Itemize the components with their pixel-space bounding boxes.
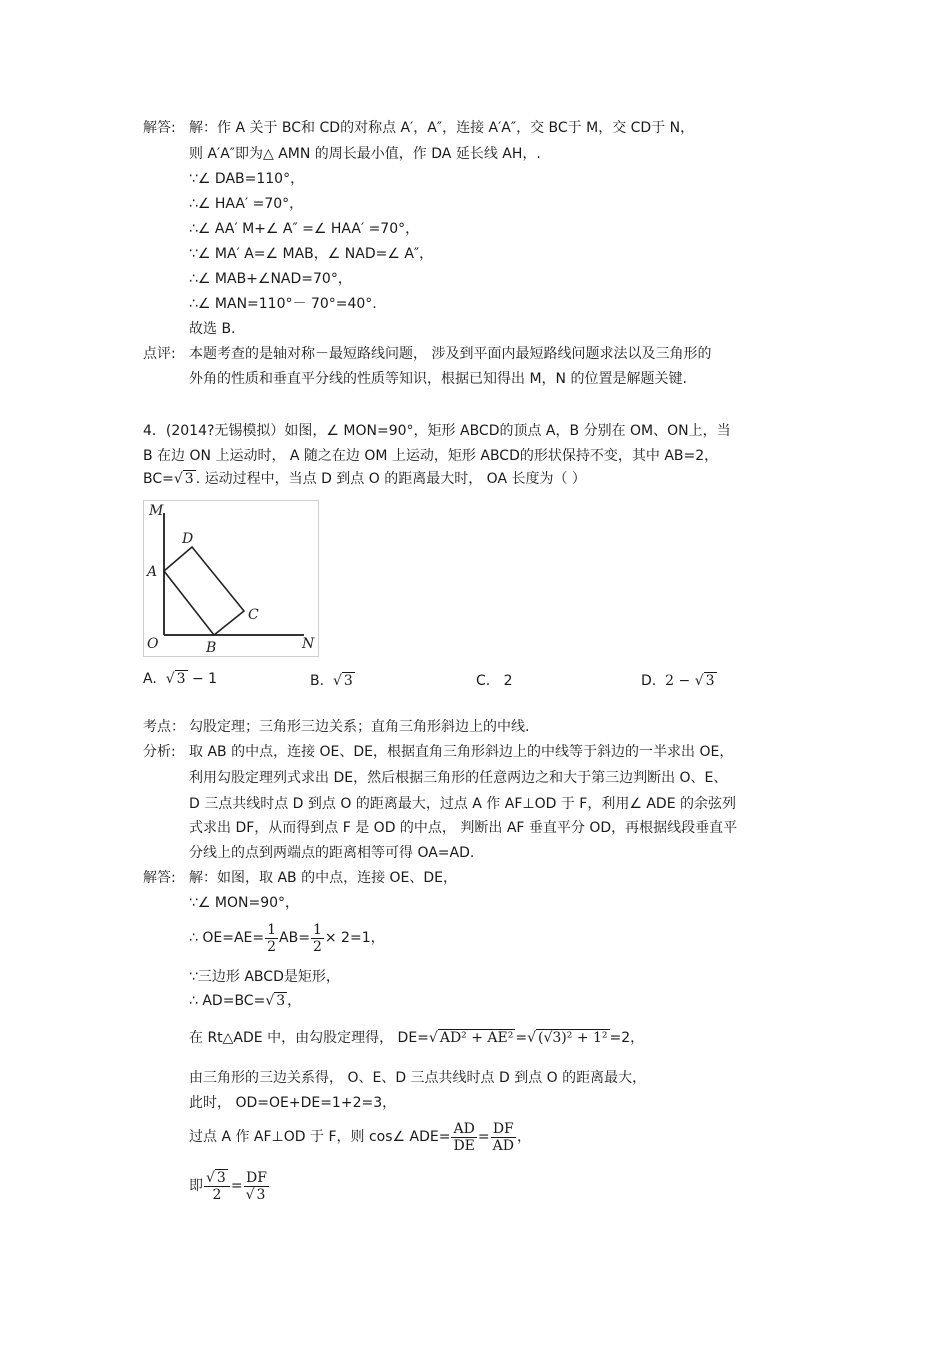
solution-line: 此时， OD=OE+DE=1+2=3， xyxy=(189,1095,397,1111)
question-stem-line-bc: BC=√ 3 . 运动过程中，当点 D 到点 O 的距离最大时， OA 长度为（ ） xyxy=(143,471,586,487)
fenxi-line: D 三点共线时点 D 到点 O 的距离最大，过点 A 作 AF⊥OD 于 F，利用∠ ADE 的余弦列 xyxy=(189,796,736,812)
jieda-tag: 解答: xyxy=(143,870,176,886)
solution-line: 由三角形的三边关系得， O、E、D 三点共线时点 D 到点 O 的距离最大， xyxy=(189,1070,647,1086)
geometry-figure xyxy=(143,500,319,657)
fenxi-line: 式求出 DF，从而得到点 F 是 OD 的中点， 判断出 AF 垂直平分 OD，再根据线段垂直平 xyxy=(189,820,738,836)
rectangle-abcd xyxy=(164,547,244,635)
kaodian-text: 勾股定理；三角形三边关系；直角三角形斜边上的中线. xyxy=(189,719,530,735)
label-m: M xyxy=(149,503,164,519)
fenxi-line: 分线上的点到两端点的距离相等可得 OA=AD. xyxy=(189,845,475,861)
comment-line: 外角的性质和垂直平分线的性质等知识，根据已知得出 M，N 的位置是解题关键. xyxy=(189,371,687,387)
fenxi-line: 取 AB 的中点，连接 OE、DE，根据直角三角形斜边上的中线等于斜边的一半求出 OE， xyxy=(189,744,734,760)
answer-line: 解：作 A 关于 BC和 CD的对称点 A′，A″，连接 A′A″，交 BC于 M，交 CD于 N， xyxy=(189,120,695,136)
option-d[interactable]: D. 2 − √ 3 xyxy=(641,673,715,689)
label-o: O xyxy=(147,636,159,652)
answer-tag: 解答: xyxy=(143,120,176,136)
answer-line: ∴∠ HAA′ =70°， xyxy=(189,196,304,212)
sqrt-3: √ 3 xyxy=(173,471,194,487)
answer-line: 则 A′A″即为△ AMN 的周长最小值，作 DA 延长线 AH，. xyxy=(189,146,541,162)
solution-line-ji: 即 $\frac{√ 3}{2}$ = $\frac{DF}{√ 3}$ xyxy=(189,1165,270,1207)
question-stem-line: 4．(2014?无锡模拟）如图，∠ MON=90°，矩形 ABCD的顶点 A，B 分别在 OM、ON上，当 xyxy=(143,423,731,439)
label-b: B xyxy=(206,640,217,656)
solution-line: ∵∠ MON=90°， xyxy=(189,895,300,911)
answer-line: 故选 B. xyxy=(189,321,236,337)
stem-tail: 运动过程中，当点 D 到点 O 的距离最大时， OA 长度为（ ） xyxy=(204,471,586,487)
answer-line: ∵∠ MA′ A=∠ MAB，∠ NAD=∠ A″， xyxy=(189,246,434,262)
label-d: D xyxy=(182,531,194,547)
question-stem-line: B 在边 ON 上运动时， A 随之在边 OM 上运动，矩形 ABCD的形状保持不变，其中 AB=2， xyxy=(143,448,719,464)
answer-line: ∴∠ MAB+∠NAD=70°， xyxy=(189,271,352,287)
solution-line-cos: 过点 A 作 AF⊥OD 于 F，则 cos∠ ADE= $\frac{AD}{DE}$ = $\frac{DF}{AD}$ ， xyxy=(189,1120,531,1154)
option-c[interactable]: C. 2 xyxy=(476,673,513,689)
option-b[interactable]: B. √ 3 xyxy=(310,673,353,689)
answer-line: ∵∠ DAB=110°， xyxy=(189,171,305,187)
solution-line: 解：如图，取 AB 的中点，连接 OE、DE， xyxy=(189,870,458,886)
fenxi-tag: 分析: xyxy=(143,744,176,760)
solution-line-ad: ∴ AD=BC=√ 3 ， xyxy=(189,993,302,1009)
solution-line: ∵三边形 ABCD是矩形， xyxy=(189,969,340,985)
label-n: N xyxy=(302,636,315,652)
bc-prefix: BC= xyxy=(143,471,174,487)
solution-line-oe: ∴ OE=AE= $\frac{1}{2}$ AB= $\frac{1}{2}$ × 2=1， xyxy=(189,921,385,955)
comment-line: 本题考查的是轴对称－最短路线问题， 涉及到平面内最短路线问题求法以及三角形的 xyxy=(189,346,712,362)
label-a: A xyxy=(147,564,158,580)
answer-line: ∴∠ MAN=110°－ 70°=40°. xyxy=(189,296,377,312)
label-c: C xyxy=(248,607,259,623)
kaodian-tag: 考点： xyxy=(143,719,185,735)
answer-line: ∴∠ AA′ M+∠ A″ =∠ HAA′ =70°， xyxy=(189,221,420,237)
fenxi-line: 利用勾股定理列式求出 DE，然后根据三角形的任意两边之和大于第三边判断出 O、E、 xyxy=(189,770,728,786)
comment-tag: 点评: xyxy=(143,346,176,362)
option-a[interactable]: A. √ 3 − 1 xyxy=(143,671,218,687)
solution-line-de: 在 Rt△ADE 中，由勾股定理得， DE=√ AD² + AE² =√ (√3)² + 1² =2， xyxy=(189,1030,645,1046)
